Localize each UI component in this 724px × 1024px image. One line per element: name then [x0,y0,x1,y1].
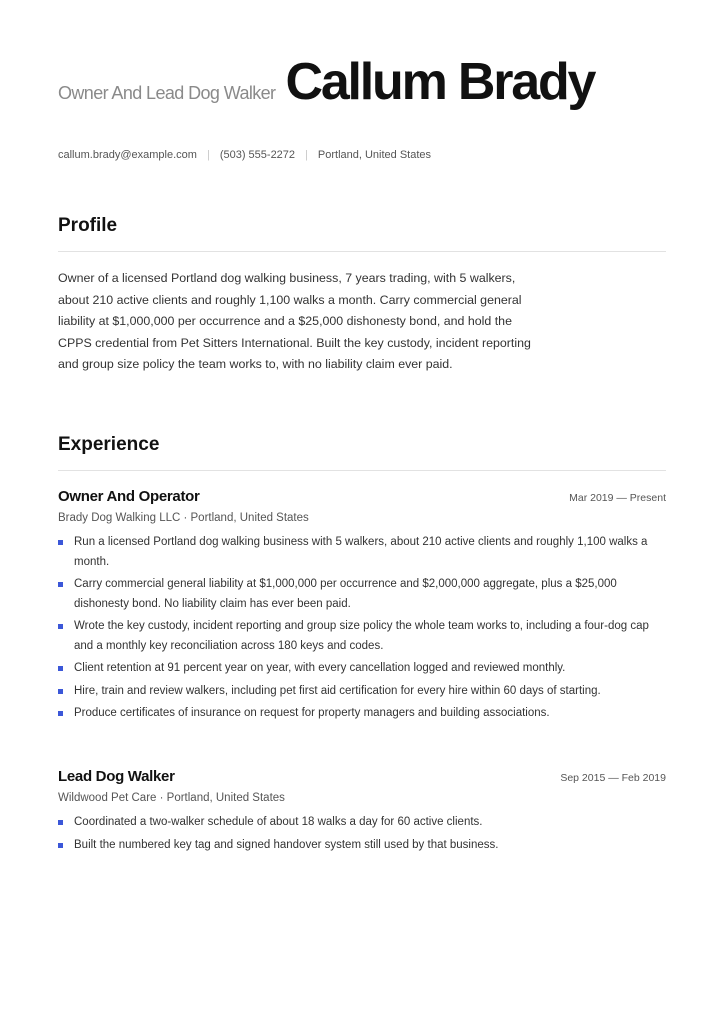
job-dates: Mar 2019 — Present [569,492,666,504]
job-role-subtitle: Owner And Lead Dog Walker [58,83,276,103]
job-bullet: Wrote the key custody, incident reporting and group size policy the whole team works to, including a four-dog cap and a monthly key reconciliation across 180 keys and codes. [58,617,666,656]
bullet-marker [58,540,63,545]
section-divider [58,251,666,252]
section-divider [58,470,666,471]
job-bullet: Carry commercial general liability at $1,000,000 per occurrence and $2,000,000 aggregate, plus a $25,000 dishonesty bond. No liability claim has ever been paid. [58,575,666,614]
job-company: Wildwood Pet Care · Portland, United States [58,792,285,804]
experience-entry [58,488,666,727]
person-name: Callum Brady [285,53,595,111]
job-bullet: Coordinated a two-walker schedule of about 18 walks a day for 60 active clients. [58,813,666,833]
section-title-profile: Profile [58,215,118,236]
bullet-marker [58,582,63,587]
bullet-marker [58,624,63,629]
experience-entry [58,768,666,858]
contact-location: Portland, United States [317,149,432,161]
bullet-marker [58,689,63,694]
contact-phone: (503) 555-2272 [219,149,296,161]
bullet-marker [58,843,63,848]
bullet-marker [58,711,63,716]
job-company: Brady Dog Walking LLC · Portland, United States [58,512,309,524]
contact-line [58,149,431,161]
contact-email: callum.brady@example.com [58,149,197,161]
bullet-marker [58,820,63,825]
resume-header [58,53,595,111]
profile-summary: Owner of a licensed Portland dog walking business, 7 years trading, with 5 walkers, about 210 active clients and roughly 1,100 walks a month. Carry commercial general liability at $1,000,000 per occurrence and a $25,000 dishonesty bond, and hold the CPPS credential from Pet Sitters International. Built the key custody, incident reporting and group size policy the team works to, with no liability claim ever paid. [58,271,531,371]
contact-separator: | [206,149,210,161]
job-bullet-list [58,813,666,855]
job-dates: Sep 2015 — Feb 2019 [560,772,666,784]
job-bullet: Run a licensed Portland dog walking business with 5 walkers, about 210 active clients and roughly 1,100 walks a month. [58,533,666,572]
job-bullet: Built the numbered key tag and signed handover system still used by that business. [58,836,666,856]
job-bullet: Client retention at 91 percent year on year, with every cancellation logged and reviewed monthly. [58,659,666,679]
section-title-experience: Experience [58,434,160,455]
contact-separator: | [305,149,308,161]
job-title: Owner And Operator [58,488,200,505]
job-bullet: Produce certificates of insurance on request for property managers and building associations. [58,704,666,724]
job-bullet: Hire, train and review walkers, including pet first aid certification for every hire within 60 days of starting. [58,682,666,702]
job-title: Lead Dog Walker [58,768,175,785]
bullet-marker [58,666,63,671]
job-bullet-list [58,533,666,724]
